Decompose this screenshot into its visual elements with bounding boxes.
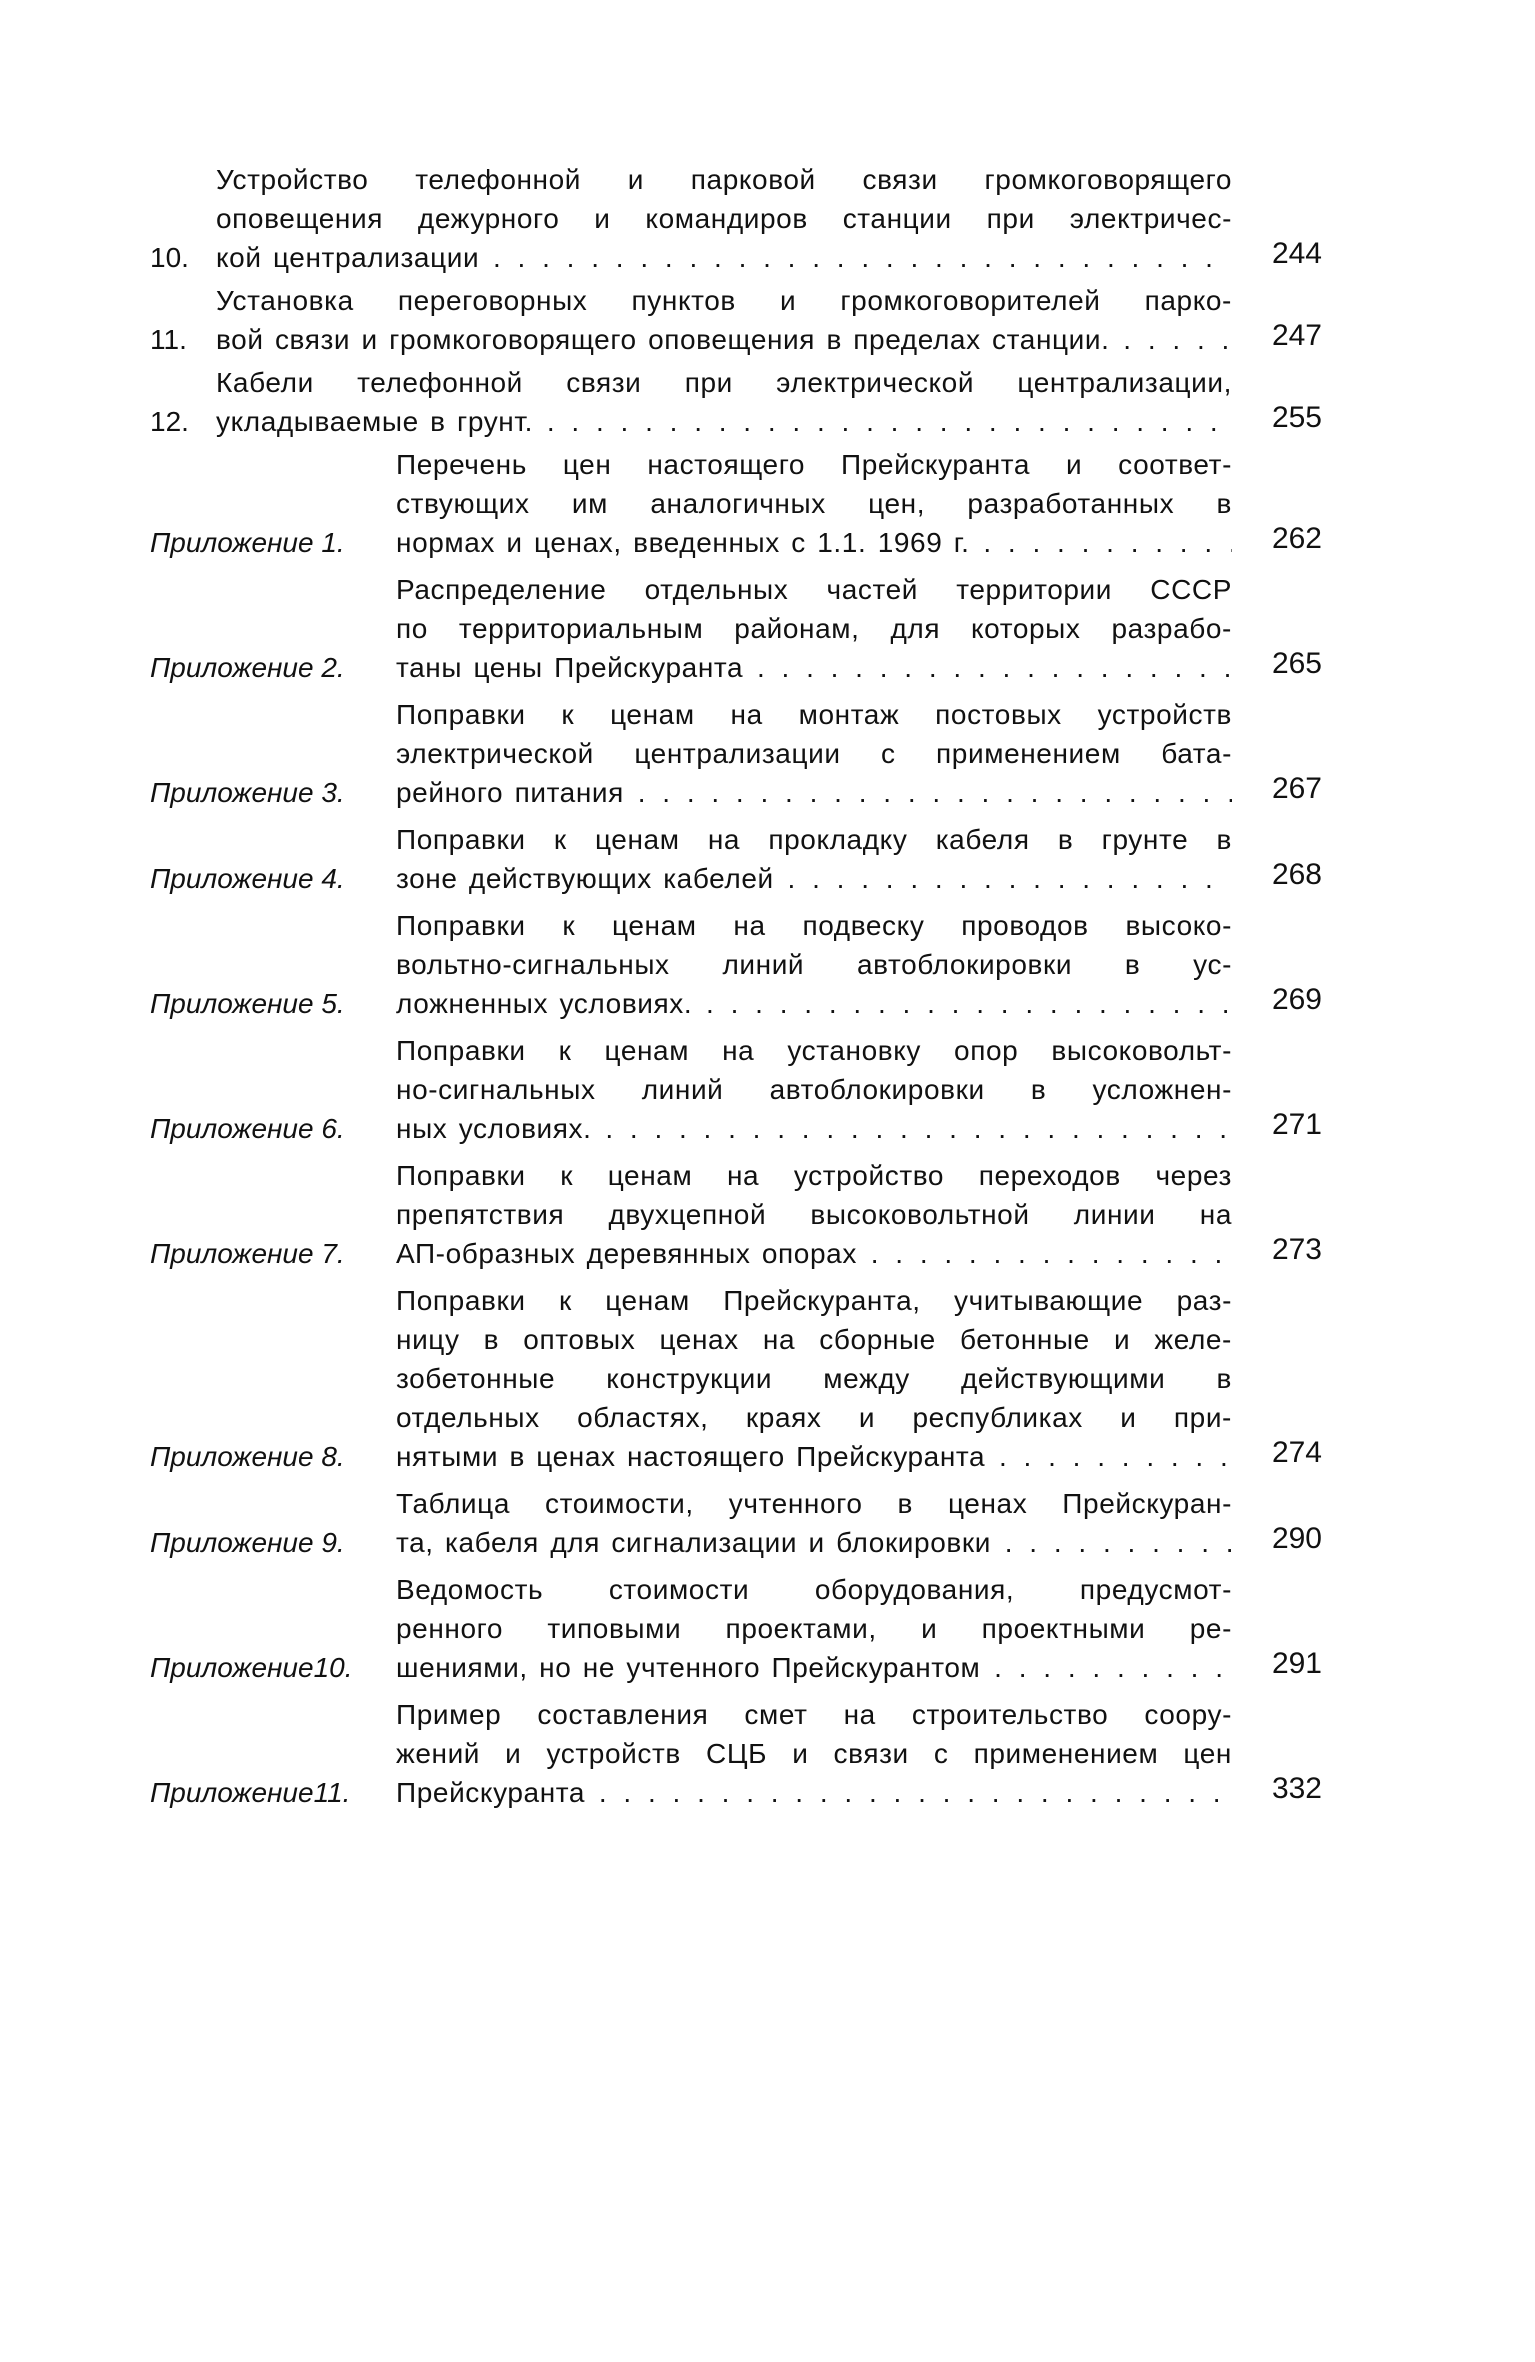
toc-entry-page-number: 268 (1271, 858, 1322, 891)
toc-entry-page-number: 291 (1271, 1647, 1322, 1680)
toc-entry-title-line: шениями, но не учтенного Прейскурантом . . . (396, 1648, 1232, 1687)
toc-entry-title-line: вой связи и громкоговорящего оповещения в пределах станции. . . . (216, 320, 1232, 359)
toc-entry-title-line: Поправки к ценам на установку опор высоковольт- (396, 1035, 1232, 1066)
toc-entry-label: Приложение10. (150, 1652, 353, 1683)
toc-entry-title-line: Поправки к ценам на подвеску проводов высоко- (396, 910, 1232, 941)
toc-entry-title-line: Прейскуранта . . . (396, 1773, 1232, 1812)
toc-entry-page-number: 273 (1271, 1233, 1322, 1266)
toc-entry-label: Приложение11. (150, 1777, 351, 1808)
toc-entry-title-line: оповещения дежурного и командиров станции при электричес- (216, 203, 1232, 234)
toc-entry-page-number: 267 (1271, 772, 1322, 805)
toc-entry-title-line: Перечень цен настоящего Прейскуранта и соответ- (396, 449, 1232, 480)
toc-entry-page-number: 265 (1271, 647, 1322, 680)
toc-entry-title (396, 1281, 1232, 1476)
toc-entry-title (396, 1156, 1232, 1273)
toc-entry-title-line: Установка переговорных пунктов и громкоговорителей парко- (216, 285, 1232, 316)
toc-entry-title (396, 1484, 1232, 1562)
toc-entry-title-line: Поправки к ценам на монтаж постовых устройств (396, 699, 1232, 730)
table-of-contents (150, 160, 1350, 1820)
toc-entry-label: Приложение 2. (150, 652, 345, 683)
toc-entry-title-line: Таблица стоимости, учтенного в ценах Прейскуран- (396, 1488, 1232, 1519)
toc-entry-title (396, 1031, 1232, 1148)
toc-entry-title-line: нятыми в ценах настоящего Прейскуранта . . . (396, 1437, 1232, 1476)
toc-entry-title-line: таны цены Прейскуранта . . . (396, 648, 1232, 687)
toc-entry-label: Приложение 3. (150, 777, 345, 808)
toc-entry (150, 1570, 1350, 1687)
toc-entry-label: Приложение 5. (150, 988, 345, 1019)
toc-entry-title-line: Поправки к ценам на устройство переходов через (396, 1160, 1232, 1191)
toc-entry-title-line: препятствия двухцепной высоковольтной линии на (396, 1199, 1232, 1230)
toc-entry (150, 820, 1350, 898)
toc-entry-page-number: 274 (1271, 1436, 1322, 1469)
toc-entry-title-line: зобетонные конструкции между действующими в (396, 1363, 1232, 1394)
toc-entry-title-line: рейного питания . . . (396, 773, 1232, 812)
toc-entry-label: Приложение 6. (150, 1113, 345, 1144)
toc-entry-label: 12. (150, 406, 189, 437)
toc-entry-label: Приложение 4. (150, 863, 345, 894)
toc-entry-page-number: 255 (1271, 401, 1322, 434)
toc-entry-title-line: но-сигнальных линий автоблокировки в усложнен- (396, 1074, 1232, 1105)
toc-entry-label: Приложение 1. (150, 527, 345, 558)
toc-entry-page-number: 271 (1271, 1108, 1322, 1141)
toc-entry-title-line: Поправки к ценам на прокладку кабеля в грунте в (396, 824, 1232, 855)
toc-entry-title (396, 820, 1232, 898)
toc-entry-page-number: 269 (1271, 983, 1322, 1016)
toc-entry (150, 445, 1350, 562)
toc-entry-title-line: ренного типовыми проектами, и проектными ре- (396, 1613, 1232, 1644)
toc-entry-title-line: Пример составления смет на строительство соору- (396, 1699, 1232, 1730)
toc-entry-label: 10. (150, 242, 189, 273)
toc-entry-title-line: та, кабеля для сигнализации и блокировки . . . (396, 1523, 1232, 1562)
toc-entry-title-line: электрической централизации с применением бата- (396, 738, 1232, 769)
toc-entry-label: Приложение 8. (150, 1441, 345, 1472)
toc-entry (150, 570, 1350, 687)
toc-entry-title-line: Устройство телефонной и парковой связи громкоговорящего (216, 164, 1232, 195)
toc-entry-title-line: ложненных условиях. . . . (396, 984, 1232, 1023)
toc-entry-title-line: по территориальным районам, для которых разрабо- (396, 613, 1232, 644)
toc-entry-title-line: ницу в оптовых ценах на сборные бетонные и желе- (396, 1324, 1232, 1355)
toc-entry-title (216, 281, 1232, 359)
toc-entry (150, 1031, 1350, 1148)
toc-entry-label: Приложение 7. (150, 1238, 345, 1269)
toc-entry-title-line: ных условиях. . . . (396, 1109, 1232, 1148)
toc-entry (150, 695, 1350, 812)
toc-entry (150, 160, 1350, 277)
toc-entry-title (216, 363, 1232, 441)
toc-entry-title (396, 445, 1232, 562)
toc-entry-page-number: 290 (1271, 1522, 1322, 1555)
toc-entry-title-line: кой централизации . . . (216, 238, 1232, 277)
toc-entry (150, 363, 1350, 441)
toc-entry-title-line: зоне действующих кабелей . . . (396, 859, 1232, 898)
toc-entry (150, 1156, 1350, 1273)
toc-entry-label: Приложение 9. (150, 1527, 345, 1558)
toc-entry-label: 11. (150, 324, 187, 355)
toc-entry-title (396, 570, 1232, 687)
toc-entry-title (396, 1695, 1232, 1812)
toc-entry-title-line: нормах и ценах, введенных с 1.1. 1969 г. . . . (396, 523, 1232, 562)
toc-entry-title-line: Распределение отдельных частей территории СССР (396, 574, 1232, 605)
toc-entry-page-number: 332 (1271, 1772, 1322, 1805)
toc-entry-title-line: Ведомость стоимости оборудования, предусмот- (396, 1574, 1232, 1605)
toc-entry-title (396, 906, 1232, 1023)
toc-entry-title-line: вольтно-сигнальных линий автоблокировки в ус- (396, 949, 1232, 980)
toc-entry (150, 1695, 1350, 1812)
toc-entry-title (396, 1570, 1232, 1687)
toc-entry-page-number: 244 (1271, 237, 1322, 270)
toc-entry-title-line: АП-образных деревянных опорах . . . (396, 1234, 1232, 1273)
toc-entry-title-line: Поправки к ценам Прейскуранта, учитывающие раз- (396, 1285, 1232, 1316)
toc-entry-title (216, 160, 1232, 277)
toc-entry (150, 906, 1350, 1023)
toc-entry (150, 1281, 1350, 1476)
toc-entry-title-line: ствующих им аналогичных цен, разработанных в (396, 488, 1232, 519)
toc-entry (150, 281, 1350, 359)
toc-entry-title-line: укладываемые в грунт. . . . (216, 402, 1232, 441)
toc-entry-title-line: жений и устройств СЦБ и связи с применением цен (396, 1738, 1232, 1769)
toc-entry-page-number: 247 (1271, 319, 1322, 352)
toc-entry-page-number: 262 (1271, 522, 1322, 555)
toc-entry-title (396, 695, 1232, 812)
toc-entry-title-line: отдельных областях, краях и республиках и при- (396, 1402, 1232, 1433)
toc-entry (150, 1484, 1350, 1562)
toc-entry-title-line: Кабели телефонной связи при электрической централизации, (216, 367, 1232, 398)
